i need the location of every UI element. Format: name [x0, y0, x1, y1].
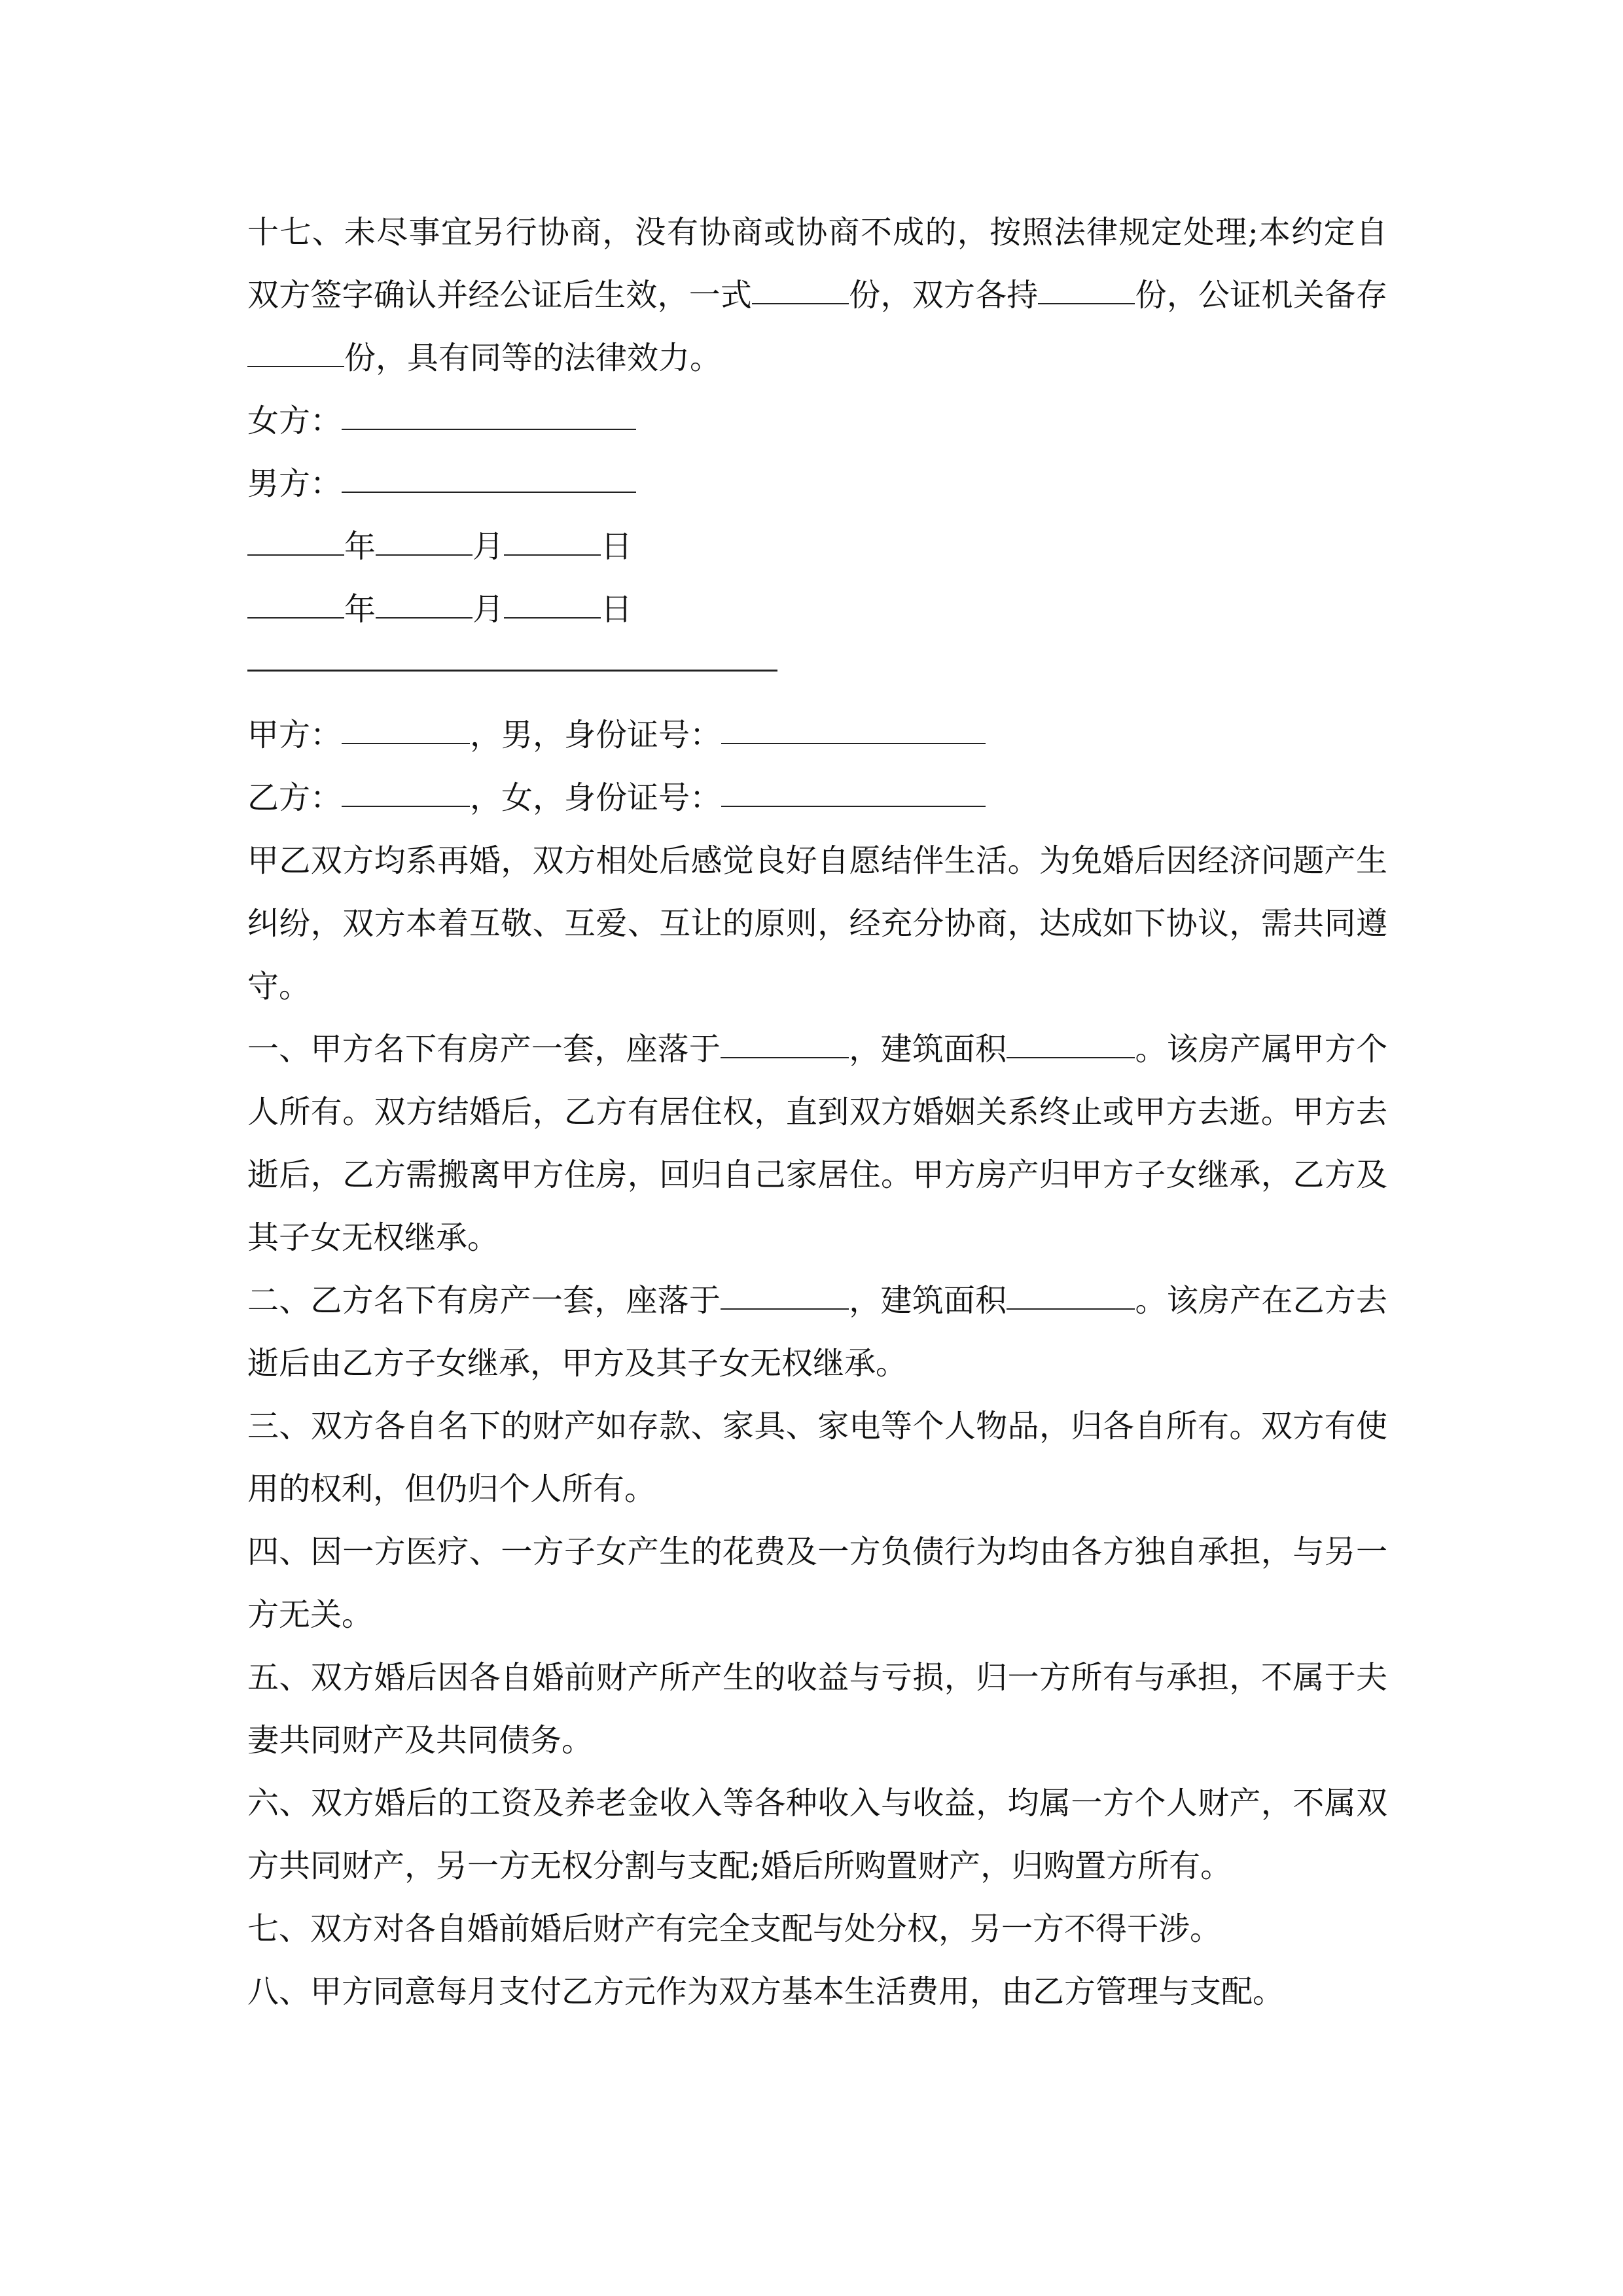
male-signature-blank[interactable]	[342, 492, 636, 493]
copies-total-blank[interactable]	[752, 303, 849, 304]
day-blank[interactable]	[504, 554, 601, 556]
copies-each-blank[interactable]	[1038, 303, 1135, 304]
party-a-label: 甲方：	[247, 717, 342, 753]
year-blank[interactable]	[247, 554, 344, 556]
clause-1-location-blank[interactable]	[721, 1057, 849, 1058]
clause-1-text-3: 。该房产属甲方个人所有。双方结婚后，乙方有居住权，直到双方婚姻关系终止或甲方去逝。甲方去逝后，乙方需搬离甲方住房，回归自己家居住。甲方房产归甲方子女继承，乙方及其子女无权继承。	[247, 1031, 1387, 1256]
female-label: 女方：	[247, 403, 342, 439]
day-blank[interactable]	[504, 617, 601, 619]
clause-6: 六、双方婚后的工资及养老金收入等各种收入与收益，均属一方个人财产，不属双方共同财产，另一方无权分割与支配;婚后所购置财产，归购置方所有。	[247, 1785, 1387, 1884]
month-blank[interactable]	[376, 617, 473, 619]
copies-notary-blank[interactable]	[247, 366, 344, 367]
clause-2-area-blank[interactable]	[1007, 1308, 1135, 1310]
clause-1	[247, 1018, 1387, 1269]
clause-2	[247, 1269, 1387, 1395]
party-a-gender-id-label: ，男，身份证号：	[470, 717, 722, 753]
clause-1-text-1: 一、甲方名下有房产一套，座落于	[247, 1031, 721, 1067]
party-b-label: 乙方：	[247, 780, 342, 816]
party-b-id-blank[interactable]	[721, 806, 986, 807]
male-signature-line	[247, 452, 1387, 515]
clause-17	[247, 201, 1387, 389]
day-label: 日	[601, 591, 633, 628]
document-body	[247, 201, 1387, 2023]
intro-paragraph: 甲乙双方均系再婚，双方相处后感觉良好自愿结伴生活。为免婚后因经济问题产生纠纷，双方本着互敬、互爱、互让的原则，经充分协商，达成如下协议，需共同遵守。	[247, 842, 1387, 1005]
year-label: 年	[344, 591, 376, 628]
month-label: 月	[473, 528, 505, 565]
clause-3: 三、双方各自名下的财产如存款、家具、家电等个人物品，归各自所有。双方有使用的权利，但仍归个人所有。	[247, 1408, 1387, 1507]
clause-1-area-blank[interactable]	[1007, 1057, 1135, 1058]
clause-1-text-2: ，建筑面积	[849, 1031, 1007, 1067]
party-b-line	[247, 766, 1387, 829]
male-date-line	[247, 578, 1387, 641]
clause-2-location-blank[interactable]	[721, 1308, 849, 1310]
clause-2-text-2: ，建筑面积	[849, 1282, 1007, 1319]
clause-8: 八、甲方同意每月支付乙方元作为双方基本生活费用，由乙方管理与支配。	[247, 1973, 1285, 2010]
clause-7: 七、双方对各自婚前婚后财产有完全支配与处分权，另一方不得干涉。	[247, 1910, 1222, 1947]
section-divider	[247, 641, 1387, 704]
clause-17-text-1: 十七、未尽事宜另行协商，没有协商或协商不成的，按照法律规定处理;本约定自双方签字确认并经公证后生效，一式	[247, 214, 1387, 314]
party-b-name-blank[interactable]	[342, 806, 470, 807]
month-label: 月	[473, 591, 505, 628]
male-label: 男方：	[247, 465, 342, 502]
year-label: 年	[344, 528, 376, 565]
female-date-line	[247, 515, 1387, 578]
clause-2-text-1: 二、乙方名下有房产一套，座落于	[247, 1282, 721, 1319]
party-a-id-blank[interactable]	[721, 743, 986, 744]
party-a-line	[247, 704, 1387, 766]
female-signature-blank[interactable]	[342, 429, 636, 430]
day-label: 日	[601, 528, 633, 565]
divider-rule	[247, 670, 777, 672]
clause-2-text-3: 。该房产在乙方去逝后由乙方子女继承，甲方及其子女无权继承。	[247, 1282, 1387, 1382]
clause-4: 四、因一方医疗、一方子女产生的花费及一方负债行为均由各方独自承担，与另一方无关。	[247, 1534, 1387, 1633]
clause-17-text-2: 份，双方各持	[849, 277, 1039, 314]
female-signature-line	[247, 389, 1387, 452]
month-blank[interactable]	[376, 554, 473, 556]
year-blank[interactable]	[247, 617, 344, 619]
party-b-gender-id-label: ，女，身份证号：	[470, 780, 722, 816]
clause-5: 五、双方婚后因各自婚前财产所产生的收益与亏损，归一方所有与承担，不属于夫妻共同财产及共同债务。	[247, 1659, 1387, 1759]
clause-17-text-3: 份，公证机关备存	[1135, 277, 1387, 314]
clause-17-text-4: 份，具有同等的法律效力。	[344, 340, 722, 376]
party-a-name-blank[interactable]	[342, 743, 470, 744]
